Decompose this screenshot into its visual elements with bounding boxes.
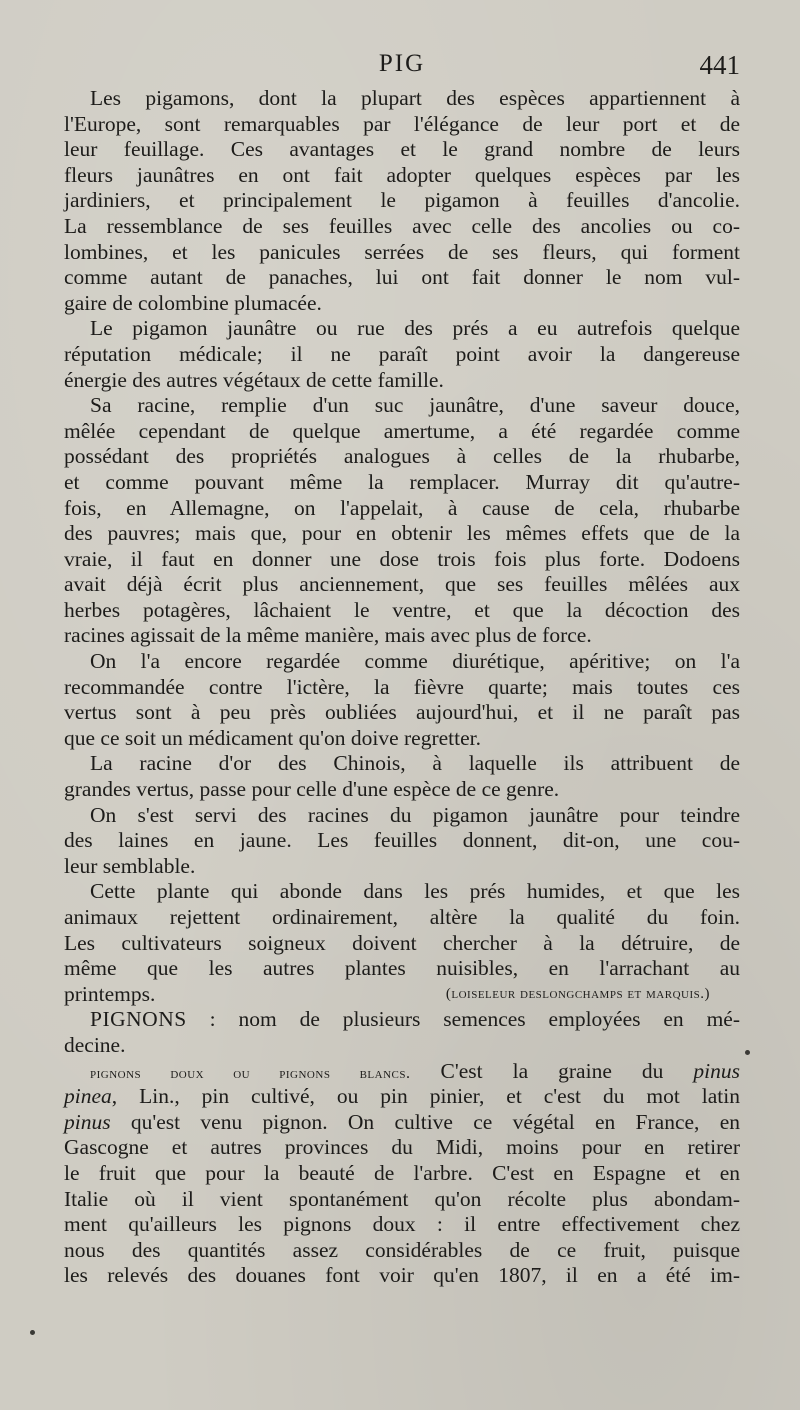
- text-line: Les cultivateurs soigneux doivent chercher à la détruire, de: [64, 930, 740, 955]
- text-line: fleurs jaunâtres en ont fait adopter quelques espèces par les: [64, 162, 740, 187]
- text-line: les relevés des douanes font voir qu'en 1807, il en a été im-: [64, 1263, 740, 1288]
- text-line: énergie des autres végétaux de cette famille.: [64, 367, 444, 392]
- text-line: vraie, il faut en donner une dose trois fois plus forte. Dodoens: [64, 546, 740, 571]
- text-line: On s'est servi des racines du pigamon jaunâtre pour teindre: [90, 802, 740, 827]
- text-line: La racine d'or des Chinois, à laquelle ils attribuent de: [90, 751, 740, 776]
- text-line: Le pigamon jaunâtre ou rue des prés a eu autrefois quelque: [90, 316, 740, 341]
- paper-speck: [745, 1050, 750, 1055]
- article-pignons: [64, 1135, 740, 1289]
- latin-term: pinus: [693, 1058, 740, 1083]
- text-line: jardiniers, et principalement le pigamon à feuilles d'ancolie.: [64, 188, 740, 213]
- text-line: recommandée contre l'ictère, la fièvre quarte; mais toutes ces: [64, 674, 740, 699]
- author-signature: (loiseleur deslongchamps et marquis.): [445, 985, 710, 1002]
- page-header: [64, 50, 740, 90]
- text-line: Les pigamons, dont la plupart des espèces appartiennent à: [90, 86, 740, 110]
- text-line: avait déjà écrit plus anciennement, que ses feuilles mêlées aux: [64, 572, 740, 597]
- text-line: des pauvres; mais que, pour en obtenir les mêmes effets que de la: [64, 521, 740, 546]
- latin-term: pinus: [64, 1109, 111, 1134]
- text-line: l'Europe, sont remarquables par l'élégance de leur port et de: [64, 111, 740, 136]
- page-number: 441: [699, 50, 740, 80]
- text-line: le fruit que pour la beauté de l'arbre. C'est en Espagne et en: [64, 1160, 740, 1185]
- text-line: et comme pouvant même la remplacer. Murray dit qu'autre-: [64, 469, 740, 494]
- text-line: vertus sont à peu près oubliées aujourd'hui, et il ne paraît pas: [64, 700, 740, 725]
- text-line: même que les autres plantes nuisibles, en l'arrachant au: [64, 956, 740, 981]
- entry-heading: PIGNONS: [90, 1007, 187, 1032]
- text-line: [64, 1110, 740, 1136]
- text-line: comme autant de panaches, lui ont fait donner le nom vul-: [64, 265, 740, 290]
- text-line-signature: [64, 982, 740, 1008]
- line-text: printemps.: [64, 981, 156, 1006]
- line-text: , Lin., pin cultivé, ou pin pinier, et c'est du mot latin: [111, 1084, 740, 1109]
- entry-heading-line: [64, 1007, 740, 1033]
- line-text: C'est la graine du: [410, 1058, 694, 1083]
- text-line: fois, en Allemagne, on l'appelait, à cause de cela, rhubarbe: [64, 495, 740, 520]
- line-text: qu'est venu pignon. On cultive ce végétal en France, en: [110, 1109, 740, 1134]
- entry-definition: : nom de plusieurs semences employées en mé-: [209, 1007, 741, 1032]
- text-line: animaux rejettent ordinairement, altère la qualité du foin.: [64, 905, 740, 929]
- paper-speck: [30, 1330, 35, 1335]
- text-line: possédant des propriétés analogues à celles de la rhubarbe,: [64, 444, 740, 469]
- text-line: Cette plante qui abonde dans les prés humides, et que les: [90, 879, 740, 904]
- text-line: réputation médicale; il ne paraît point avoir la dangereuse: [64, 341, 740, 366]
- text-line: leur feuillage. Ces avantages et le grand nombre de leurs: [64, 137, 740, 162]
- latin-term: pinea: [64, 1084, 112, 1109]
- text-line: Italie où il vient spontanément qu'on récolte plus abondam-: [64, 1186, 740, 1211]
- text-line: nous des quantités assez considérables de ce fruit, puisque: [64, 1237, 740, 1262]
- text-line: des laines en jaune. Les feuilles donnent, dit-on, une cou-: [64, 828, 740, 853]
- text-line: Sa racine, remplie d'un suc jaunâtre, d'une saveur douce,: [90, 393, 740, 418]
- subentry-heading: pignons doux ou pignons blancs.: [90, 1064, 411, 1082]
- article-pigamon: [64, 86, 740, 982]
- text-line: [64, 1084, 740, 1110]
- body-text: [64, 86, 740, 1289]
- text-line: leur semblable.: [64, 853, 196, 878]
- entry-definition-end: decine.: [64, 1032, 126, 1057]
- text-line: herbes potagères, lâchaient le ventre, et que la décoction des: [64, 597, 740, 622]
- subentry-heading-line: [64, 1059, 740, 1085]
- text-line: ment qu'ailleurs les pignons doux : il entre effectivement chez: [64, 1212, 740, 1237]
- text-line: mêlée cependant de quelque amertume, a été regardée comme: [64, 418, 740, 443]
- text-line: La ressemblance de ses feuilles avec celle des ancolies ou co-: [64, 213, 740, 238]
- text-line: racines agissait de la même manière, mais avec plus de force.: [64, 623, 592, 648]
- running-title: PIG: [378, 50, 426, 77]
- text-line: gaire de colombine plumacée.: [64, 290, 322, 315]
- text-line: [64, 1033, 740, 1059]
- text-line: lombines, et les panicules serrées de ses fleurs, qui forment: [64, 239, 740, 264]
- text-line: Gascogne et autres provinces du Midi, moins pour en retirer: [64, 1135, 740, 1160]
- text-line: grandes vertus, passe pour celle d'une espèce de ce genre.: [64, 777, 560, 802]
- text-line: que ce soit un médicament qu'on doive regretter.: [64, 725, 482, 750]
- text-line: On l'a encore regardée comme diurétique, apéritive; on l'a: [90, 649, 740, 674]
